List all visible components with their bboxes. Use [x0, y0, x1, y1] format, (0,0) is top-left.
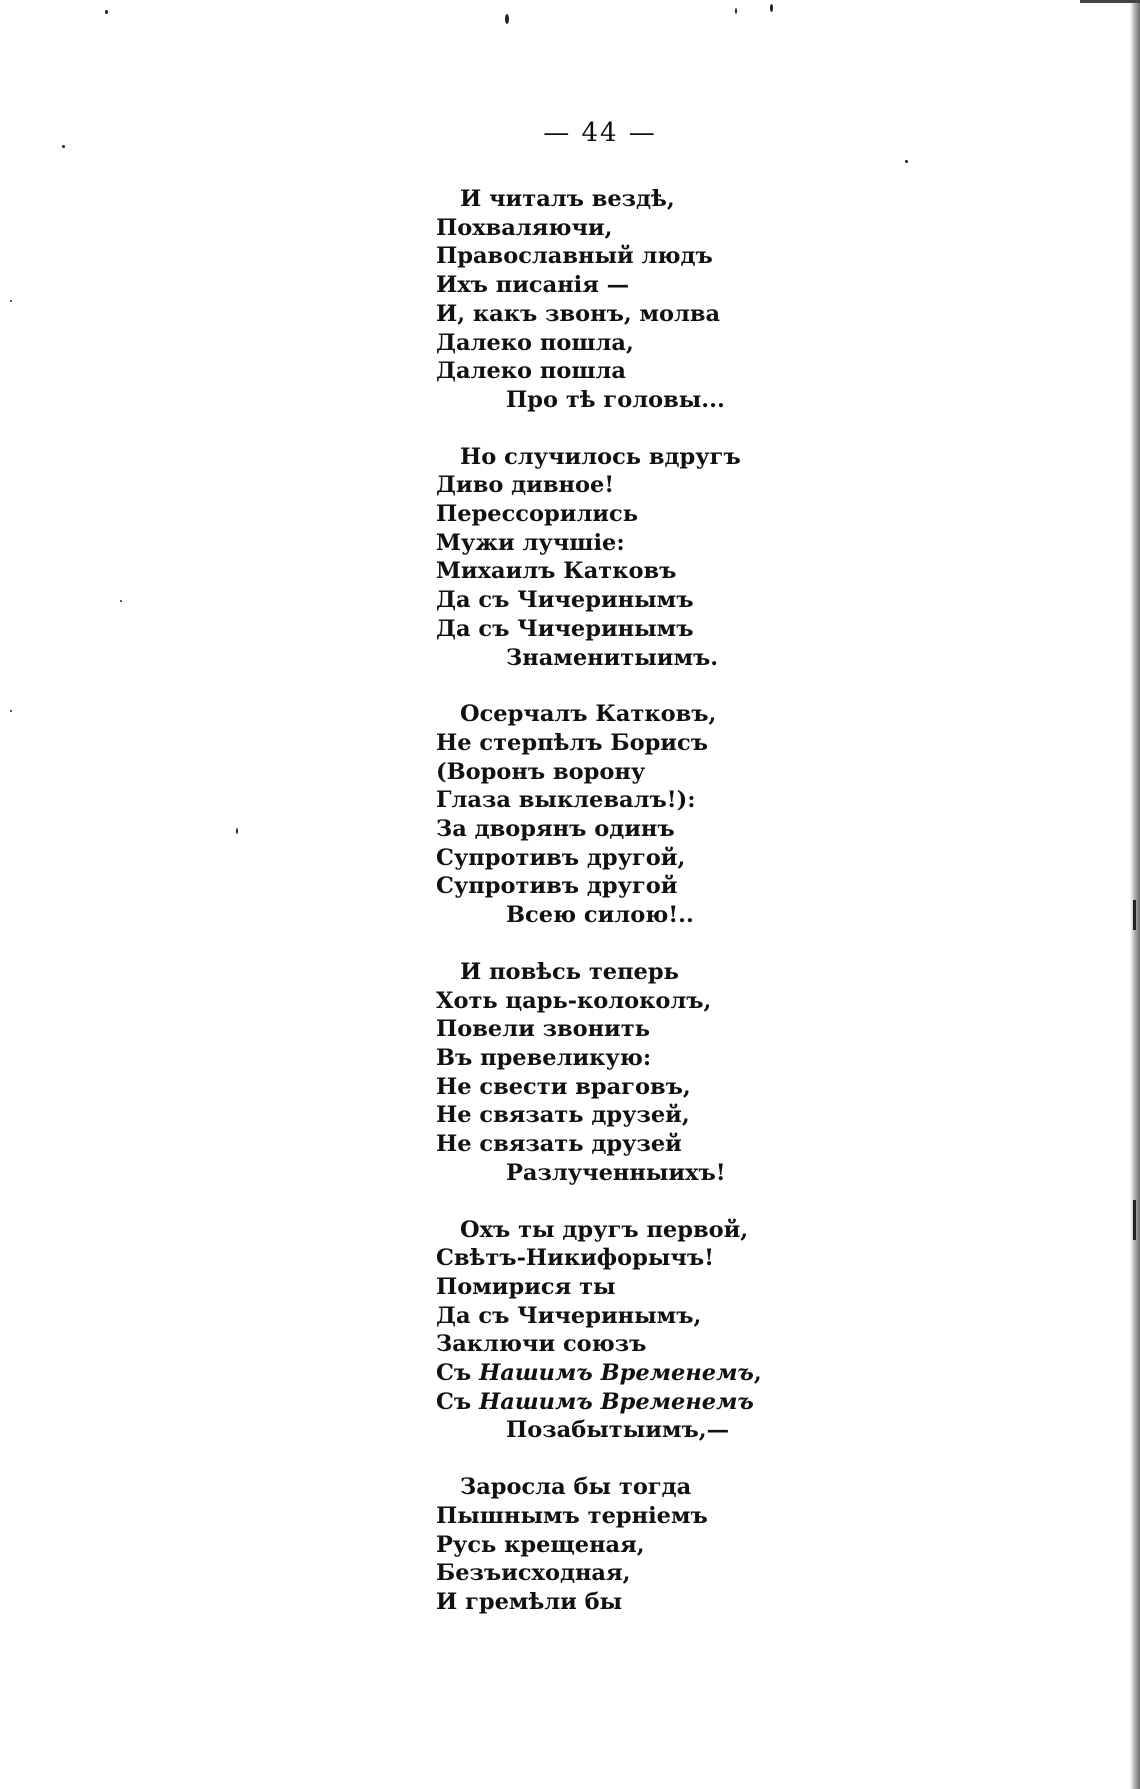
verse-line: И, какъ звонъ, молва: [436, 300, 721, 327]
verse-line: Да съ Чичеринымъ: [436, 587, 694, 614]
stanza-2: [436, 443, 836, 673]
poem: [436, 185, 836, 1645]
verse-line: Супротивъ другой,: [436, 844, 686, 871]
verse-line: Диво дивное!: [436, 472, 615, 499]
stanza-1: [436, 185, 836, 415]
scan-speck: [10, 300, 12, 302]
page-number: — 44 —: [543, 118, 657, 148]
verse-line: Охъ ты другъ первой,: [460, 1216, 749, 1243]
scan-speck: [1133, 900, 1136, 930]
verse-line: Повели звонить: [436, 1016, 650, 1043]
verse-line: Заключи союзъ: [436, 1331, 647, 1358]
verse-line: Про тѣ головы...: [506, 386, 725, 413]
verse-line: Глаза выклевалъ!):: [436, 787, 696, 814]
verse-line: Свѣтъ-Никифорычъ!: [436, 1245, 714, 1272]
verse-line: Не связать друзей,: [436, 1102, 690, 1129]
verse-line: Знаменитыимъ.: [506, 644, 719, 671]
scan-speck: [1133, 1200, 1136, 1240]
verse-line: Да съ Чичеринымъ: [436, 615, 694, 642]
journal-title: Нашимъ Временемъ: [479, 1360, 754, 1387]
verse-line: И повѣсь теперь: [460, 958, 679, 985]
scan-speck: [120, 600, 122, 602]
stanza-5: [436, 1216, 836, 1446]
verse-prefix: Съ: [436, 1388, 480, 1415]
verse-suffix: ,: [753, 1360, 762, 1387]
verse-line: Пышнымъ терніемъ: [436, 1502, 708, 1529]
verse-line: И читалъ вездѣ,: [460, 186, 675, 212]
scan-top-rule: [1080, 0, 1140, 3]
stanza-6: [436, 1473, 836, 1617]
verse-line: (Воронъ ворону: [436, 758, 646, 785]
verse-line: Не связать друзей: [436, 1131, 682, 1158]
verse-line: Помирися ты: [436, 1273, 616, 1300]
verse-line: Безъисходная,: [436, 1560, 631, 1587]
verse-line: Далеко пошла: [436, 358, 626, 385]
scan-speck: [236, 828, 238, 834]
verse-line: Позабытыимъ,—: [506, 1417, 730, 1444]
verse-line: Но случилось вдругъ: [460, 443, 741, 470]
verse-line: Ихъ писанія —: [436, 272, 630, 299]
verse-line: Мужи лучшіе:: [436, 529, 625, 556]
scan-speck: [735, 8, 737, 14]
verse-line: [436, 1388, 836, 1417]
verse-line: Хоть царь-колоколъ,: [436, 987, 712, 1014]
verse-line: Далеко пошла,: [436, 329, 634, 356]
verse-line: Всею силою!..: [506, 902, 694, 929]
verse-line: И гремѣли бы: [436, 1588, 623, 1615]
verse-line: За дворянъ одинъ: [436, 816, 675, 843]
verse-line: Заросла бы тогда: [460, 1474, 692, 1501]
verse-line: [436, 1359, 836, 1388]
stanza-3: [436, 700, 836, 930]
verse-line: Разлученныихъ!: [506, 1159, 726, 1186]
verse-line: Въ превеликую:: [436, 1044, 652, 1071]
verse-line: Похваляючи,: [436, 214, 613, 241]
scan-speck: [505, 14, 509, 24]
verse-line: Супротивъ другой: [436, 873, 678, 900]
scan-speck: [905, 160, 908, 163]
verse-line: Не стерпѣлъ Борисъ: [436, 729, 708, 756]
journal-title: Нашимъ Временемъ: [479, 1388, 754, 1415]
scan-speck: [105, 10, 108, 14]
stanza-4: [436, 958, 836, 1188]
verse-line: Не свести враговъ,: [436, 1073, 691, 1100]
verse-line: Перессорились: [436, 501, 638, 528]
verse-prefix: Съ: [436, 1360, 480, 1387]
scan-edge: [1130, 0, 1140, 1789]
scan-speck: [10, 710, 12, 712]
verse-line: Русь крещеная,: [436, 1531, 645, 1558]
verse-line: Осерчалъ Катковъ,: [460, 701, 717, 728]
verse-line: Да съ Чичеринымъ,: [436, 1302, 702, 1329]
scan-speck: [770, 4, 773, 12]
verse-line: Михаилъ Катковъ: [436, 558, 677, 585]
verse-line: Православный людъ: [436, 243, 713, 270]
